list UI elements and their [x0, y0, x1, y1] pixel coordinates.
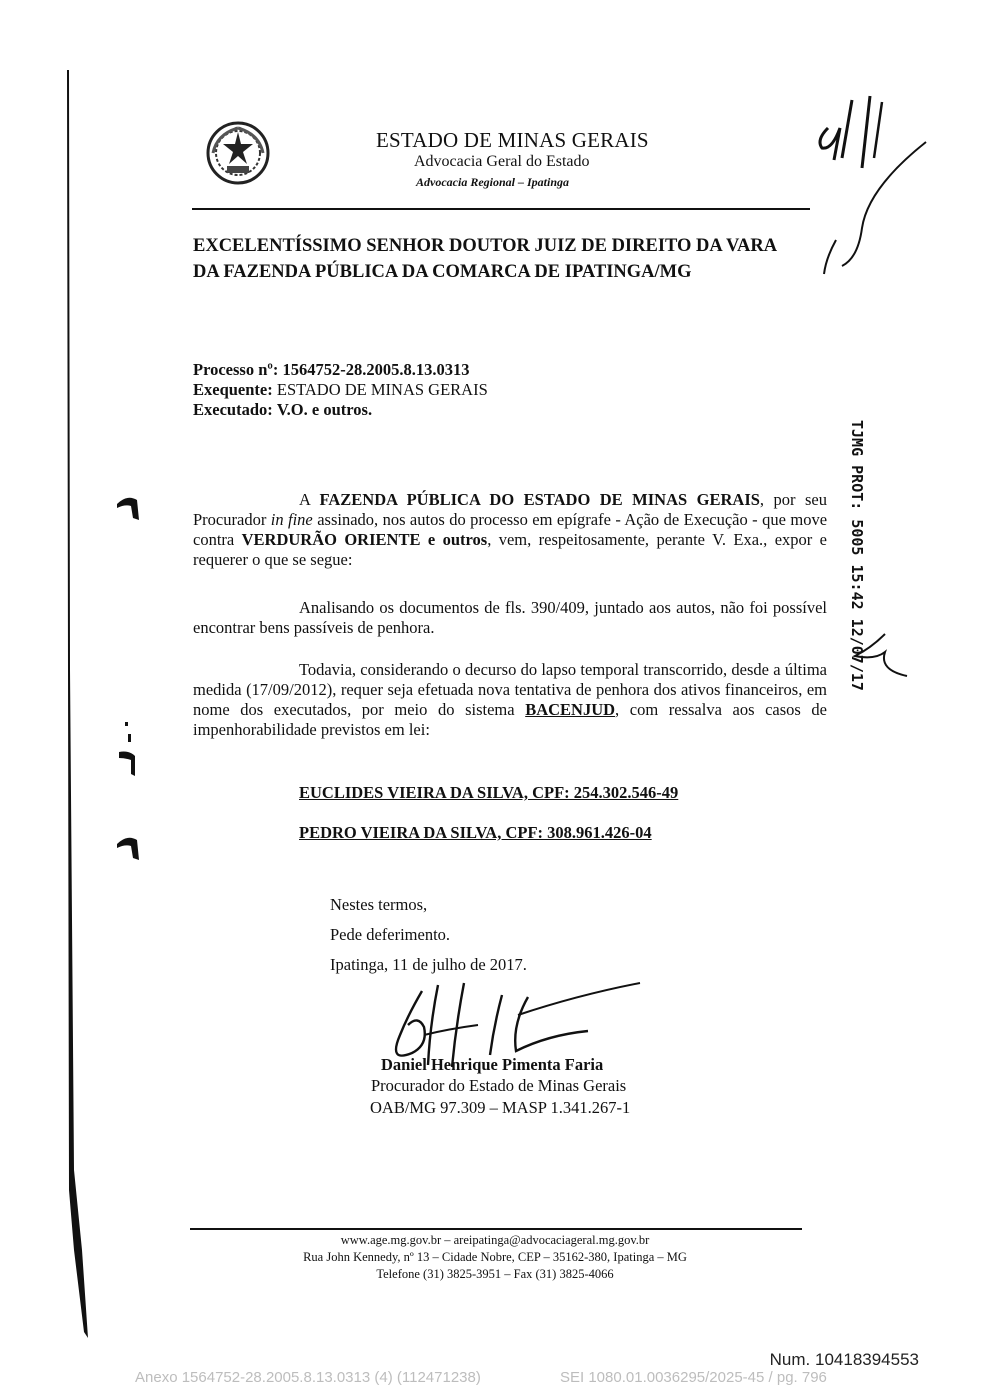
p3-a: Todavia, considerando o decurso do lapso temporal transcorrido, desde a última medida (17/09/2012), requer seja efetuada nova tentativa de penhora dos ativos financeiros, em nome dos executados, por meio do sistema [193, 660, 827, 719]
p1-defendant: VERDURÃO ORIENTE e outros [241, 530, 488, 549]
case-info [193, 360, 488, 420]
closing-line-1: Nestes termos, [330, 895, 428, 914]
p1-a: A [299, 490, 320, 509]
process-label: Processo nº: [193, 360, 279, 379]
closing-line-2: Pede deferimento. [330, 925, 451, 944]
protocol-stamp: TJMG PROT: 5005 15:42 12/07/17 [848, 420, 866, 691]
request-paragraph-3 [193, 660, 827, 740]
p1-c: , por seu Procurador [193, 490, 827, 529]
coat-of-arms-icon [205, 120, 271, 186]
debtor-value: V.O. e outros. [276, 400, 373, 419]
p1-in-fine: in fine [270, 510, 313, 529]
footer-phone: Telefone (31) 3825-3951 – Fax (31) 3825-4066 [376, 1267, 614, 1281]
p3-c: , com ressalva aos casos de impenhorabilidade previstos em lei: [193, 700, 828, 739]
punch-hole-mark [115, 720, 145, 780]
creditor-label: Exequente: [193, 380, 273, 399]
sei-watermark: SEI 1080.01.0036295/2025-45 / pg. 796 [560, 1369, 827, 1386]
p1-party: FAZENDA PÚBLICA DO ESTADO DE MINAS GERAIS [319, 490, 760, 509]
regional-office: Advocacia Regional – Ipatinga [416, 175, 569, 189]
debtor-entry-1: EUCLIDES VIEIRA DA SILVA, CPF: 254.302.546-49 [299, 783, 679, 802]
p2-text: Analisando os documentos de fls. 390/409, juntado aos autos, não foi possível encontrar bens passíveis de penhora. [193, 598, 827, 637]
footer-web: www.age.mg.gov.br – areipatinga@advocaciageral.mg.gov.br [340, 1233, 650, 1247]
process-number-line [193, 360, 488, 380]
agency-name: Advocacia Geral do Estado [414, 153, 590, 170]
p1-e: assinado, nos autos do processo em epígrafe - Ação de Execução - que move contra [193, 510, 828, 549]
annex-watermark: Anexo 1564752-28.2005.8.13.0313 (4) (112471238) [135, 1369, 481, 1386]
request-paragraph-2 [193, 598, 827, 638]
addressee-line-2: DA FAZENDA PÚBLICA DA COMARCA DE IPATINGA/MG [193, 262, 692, 282]
footer-divider [190, 1228, 802, 1230]
p1-g: , vem, respeitosamente, perante V. Exa., expor e requerer o que se segue: [193, 530, 827, 569]
debtor-entry-2: PEDRO VIEIRA DA SILVA, CPF: 308.961.426-04 [299, 823, 652, 842]
footer-address: Rua John Kennedy, nº 13 – Cidade Nobre, CEP – 35162-380, Ipatinga – MG [303, 1250, 687, 1264]
signatory-role: Procurador do Estado de Minas Gerais [371, 1076, 627, 1095]
process-number: 1564752-28.2005.8.13.0313 [282, 360, 470, 379]
state-title: ESTADO DE MINAS GERAIS [376, 128, 649, 152]
footer-contact [190, 1232, 800, 1283]
initials-scribble [808, 88, 938, 288]
creditor-line [193, 380, 488, 400]
document-number: Num. 10418394553 [769, 1350, 919, 1369]
request-paragraph-1 [193, 490, 827, 570]
stamp-scribble [845, 630, 915, 690]
addressee-block [193, 233, 777, 285]
header-divider [192, 208, 810, 210]
punch-hole-mark [115, 494, 145, 524]
debtor-label: Executado: [193, 400, 273, 419]
place-date: Ipatinga, 11 de julho de 2017. [330, 955, 527, 974]
signatory-registration: OAB/MG 97.309 – MASP 1.341.267-1 [370, 1098, 631, 1117]
debtor-line [193, 400, 488, 420]
scan-margin-line [60, 70, 100, 1350]
p3-bacenjud: BACENJUD [525, 700, 616, 719]
signatory-name: Daniel Henrique Pimenta Faria [381, 1055, 604, 1074]
creditor-value: ESTADO DE MINAS GERAIS [276, 380, 488, 399]
punch-hole-mark [115, 834, 145, 864]
addressee-line-1: EXCELENTÍSSIMO SENHOR DOUTOR JUIZ DE DIREITO DA VARA [193, 236, 778, 256]
